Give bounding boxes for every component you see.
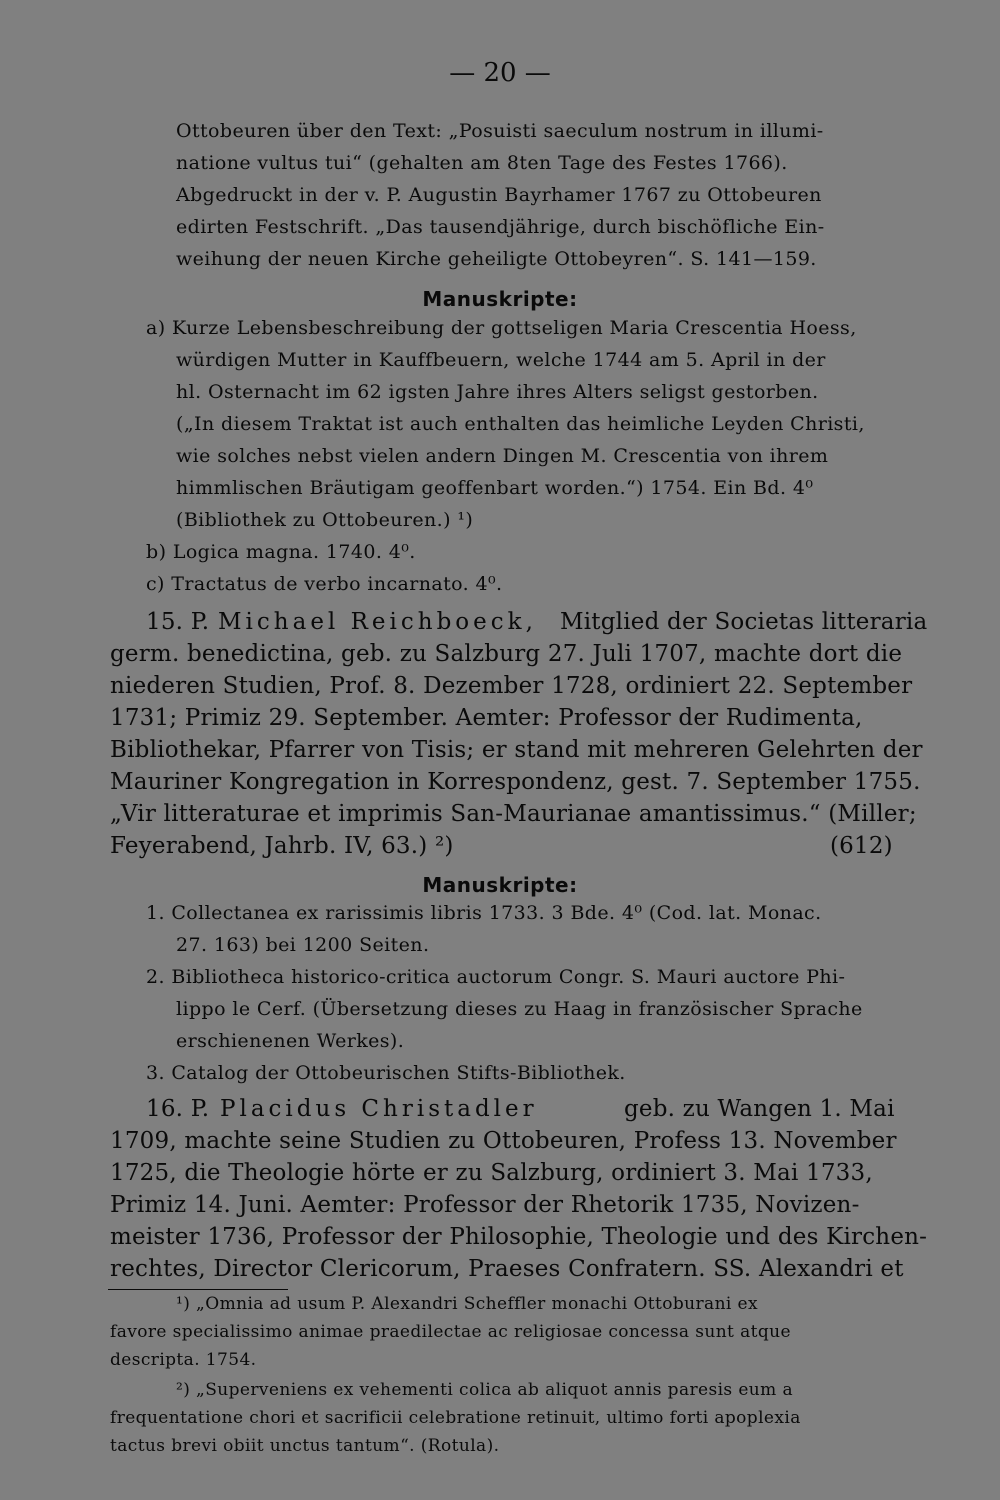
text-line: wie solches nebst vielen andern Dingen M. Crescentia von ihrem	[176, 445, 829, 467]
text-line: natione vultus tui“ (gehalten am 8ten Tage des Festes 1766).	[176, 152, 788, 174]
person-name: Placidus Christadler	[220, 1096, 538, 1122]
footnote-line: tactus brevi obiit unctus tantum“. (Rotula).	[110, 1436, 500, 1456]
text-line: himmlischen Bräutigam geoffenbart worden.“) 1754. Ein Bd. 4⁰	[176, 477, 814, 499]
text-line: c) Tractatus de verbo incarnato. 4⁰.	[146, 573, 503, 595]
text-line: Feyerabend, Jahrb. IV, 63.) ²)	[110, 833, 454, 859]
footnote-line: ²) „Superveniens ex vehementi colica ab aliquot annis paresis eum a	[176, 1380, 794, 1400]
text-line: 1709, machte seine Studien zu Ottobeuren, Profess 13. November	[110, 1128, 897, 1154]
text-line: Mitglied der Societas litteraria	[560, 609, 928, 635]
entry-number: 15. P.	[146, 609, 210, 635]
text-line: 3. Catalog der Ottobeurischen Stifts-Bibliothek.	[146, 1062, 626, 1084]
text-line: erschienenen Werkes).	[176, 1030, 405, 1052]
section-heading: Manuskripte:	[422, 873, 578, 897]
text-line: hl. Osternacht im 62 igsten Jahre ihres Alters seligst gestorben.	[176, 381, 819, 403]
text-line: Primiz 14. Juni. Aemter: Professor der Rhetorik 1735, Novizen-	[110, 1192, 860, 1218]
text-line: 2. Bibliotheca historico-critica auctorum Congr. S. Mauri auctore Phi-	[146, 966, 846, 988]
text-line: germ. benedictina, geb. zu Salzburg 27. Juli 1707, machte dort die	[110, 641, 903, 667]
text-line: b) Logica magna. 1740. 4⁰.	[146, 541, 416, 563]
text-line: edirten Festschrift. „Das tausendjährige, durch bischöfliche Ein-	[176, 216, 825, 238]
page-number-header: — 20 —	[449, 58, 551, 88]
text-line: Abgedruckt in der v. P. Augustin Bayrhamer 1767 zu Ottobeuren	[176, 184, 822, 206]
text-line: rechtes, Director Clericorum, Praeses Confratern. SS. Alexandri et	[110, 1256, 904, 1282]
text-line: 1731; Primiz 29. September. Aemter: Professor der Rudimenta,	[110, 705, 863, 731]
footnote-rule	[108, 1289, 288, 1290]
text-line: „Vir litteraturae et imprimis San-Maurianae amantissimus.“ (Miller;	[110, 801, 917, 827]
text-line: Ottobeuren über den Text: „Posuisti saeculum nostrum in illumi-	[176, 120, 824, 142]
text-line: Bibliothekar, Pfarrer von Tisis; er stand mit mehreren Gelehrten der	[110, 737, 923, 763]
text-line: lippo le Cerf. (Übersetzung dieses zu Haag in französischer Sprache	[176, 998, 863, 1020]
text-line: Mauriner Kongregation in Korrespondenz, gest. 7. September 1755.	[110, 769, 921, 795]
text-line: 1725, die Theologie hörte er zu Salzburg, ordiniert 3. Mai 1733,	[110, 1160, 873, 1186]
text-line: würdigen Mutter in Kauffbeuern, welche 1744 am 5. April in der	[176, 349, 826, 371]
text-line: 1. Collectanea ex rarissimis libris 1733. 3 Bde. 4⁰ (Cod. lat. Monac.	[146, 902, 822, 924]
section-heading: Manuskripte:	[422, 287, 578, 311]
text-line: geb. zu Wangen 1. Mai	[624, 1096, 895, 1122]
text-line: 27. 163) bei 1200 Seiten.	[176, 934, 430, 956]
entry-number: 16. P.	[146, 1096, 210, 1122]
text-line: niederen Studien, Prof. 8. Dezember 1728, ordiniert 22. September	[110, 673, 913, 699]
text-line: a) Kurze Lebensbeschreibung der gottseligen Maria Crescentia Hoess,	[146, 317, 857, 339]
text-line: (Bibliothek zu Ottobeuren.) ¹)	[176, 509, 474, 531]
person-name: Michael Reichboeck,	[218, 609, 537, 635]
footnote-line: favore specialissimo animae praedilectae ac religiosae concessa sunt atque	[110, 1322, 791, 1342]
text-line: meister 1736, Professor der Philosophie, Theologie und des Kirchen-	[110, 1224, 928, 1250]
footnote-line: descripta. 1754.	[110, 1350, 257, 1370]
footnote-line: ¹) „Omnia ad usum P. Alexandri Scheffler monachi Ottoburani ex	[176, 1294, 759, 1314]
text-line: („In diesem Traktat ist auch enthalten das heimliche Leyden Christi,	[176, 413, 865, 435]
footnote-line: frequentatione chori et sacrificii celebratione retinuit, ultimo forti apoplexia	[110, 1408, 801, 1428]
text-line: weihung der neuen Kirche geheiligte Ottobeyren“. S. 141—159.	[176, 248, 817, 270]
reference-number: (612)	[830, 833, 893, 859]
